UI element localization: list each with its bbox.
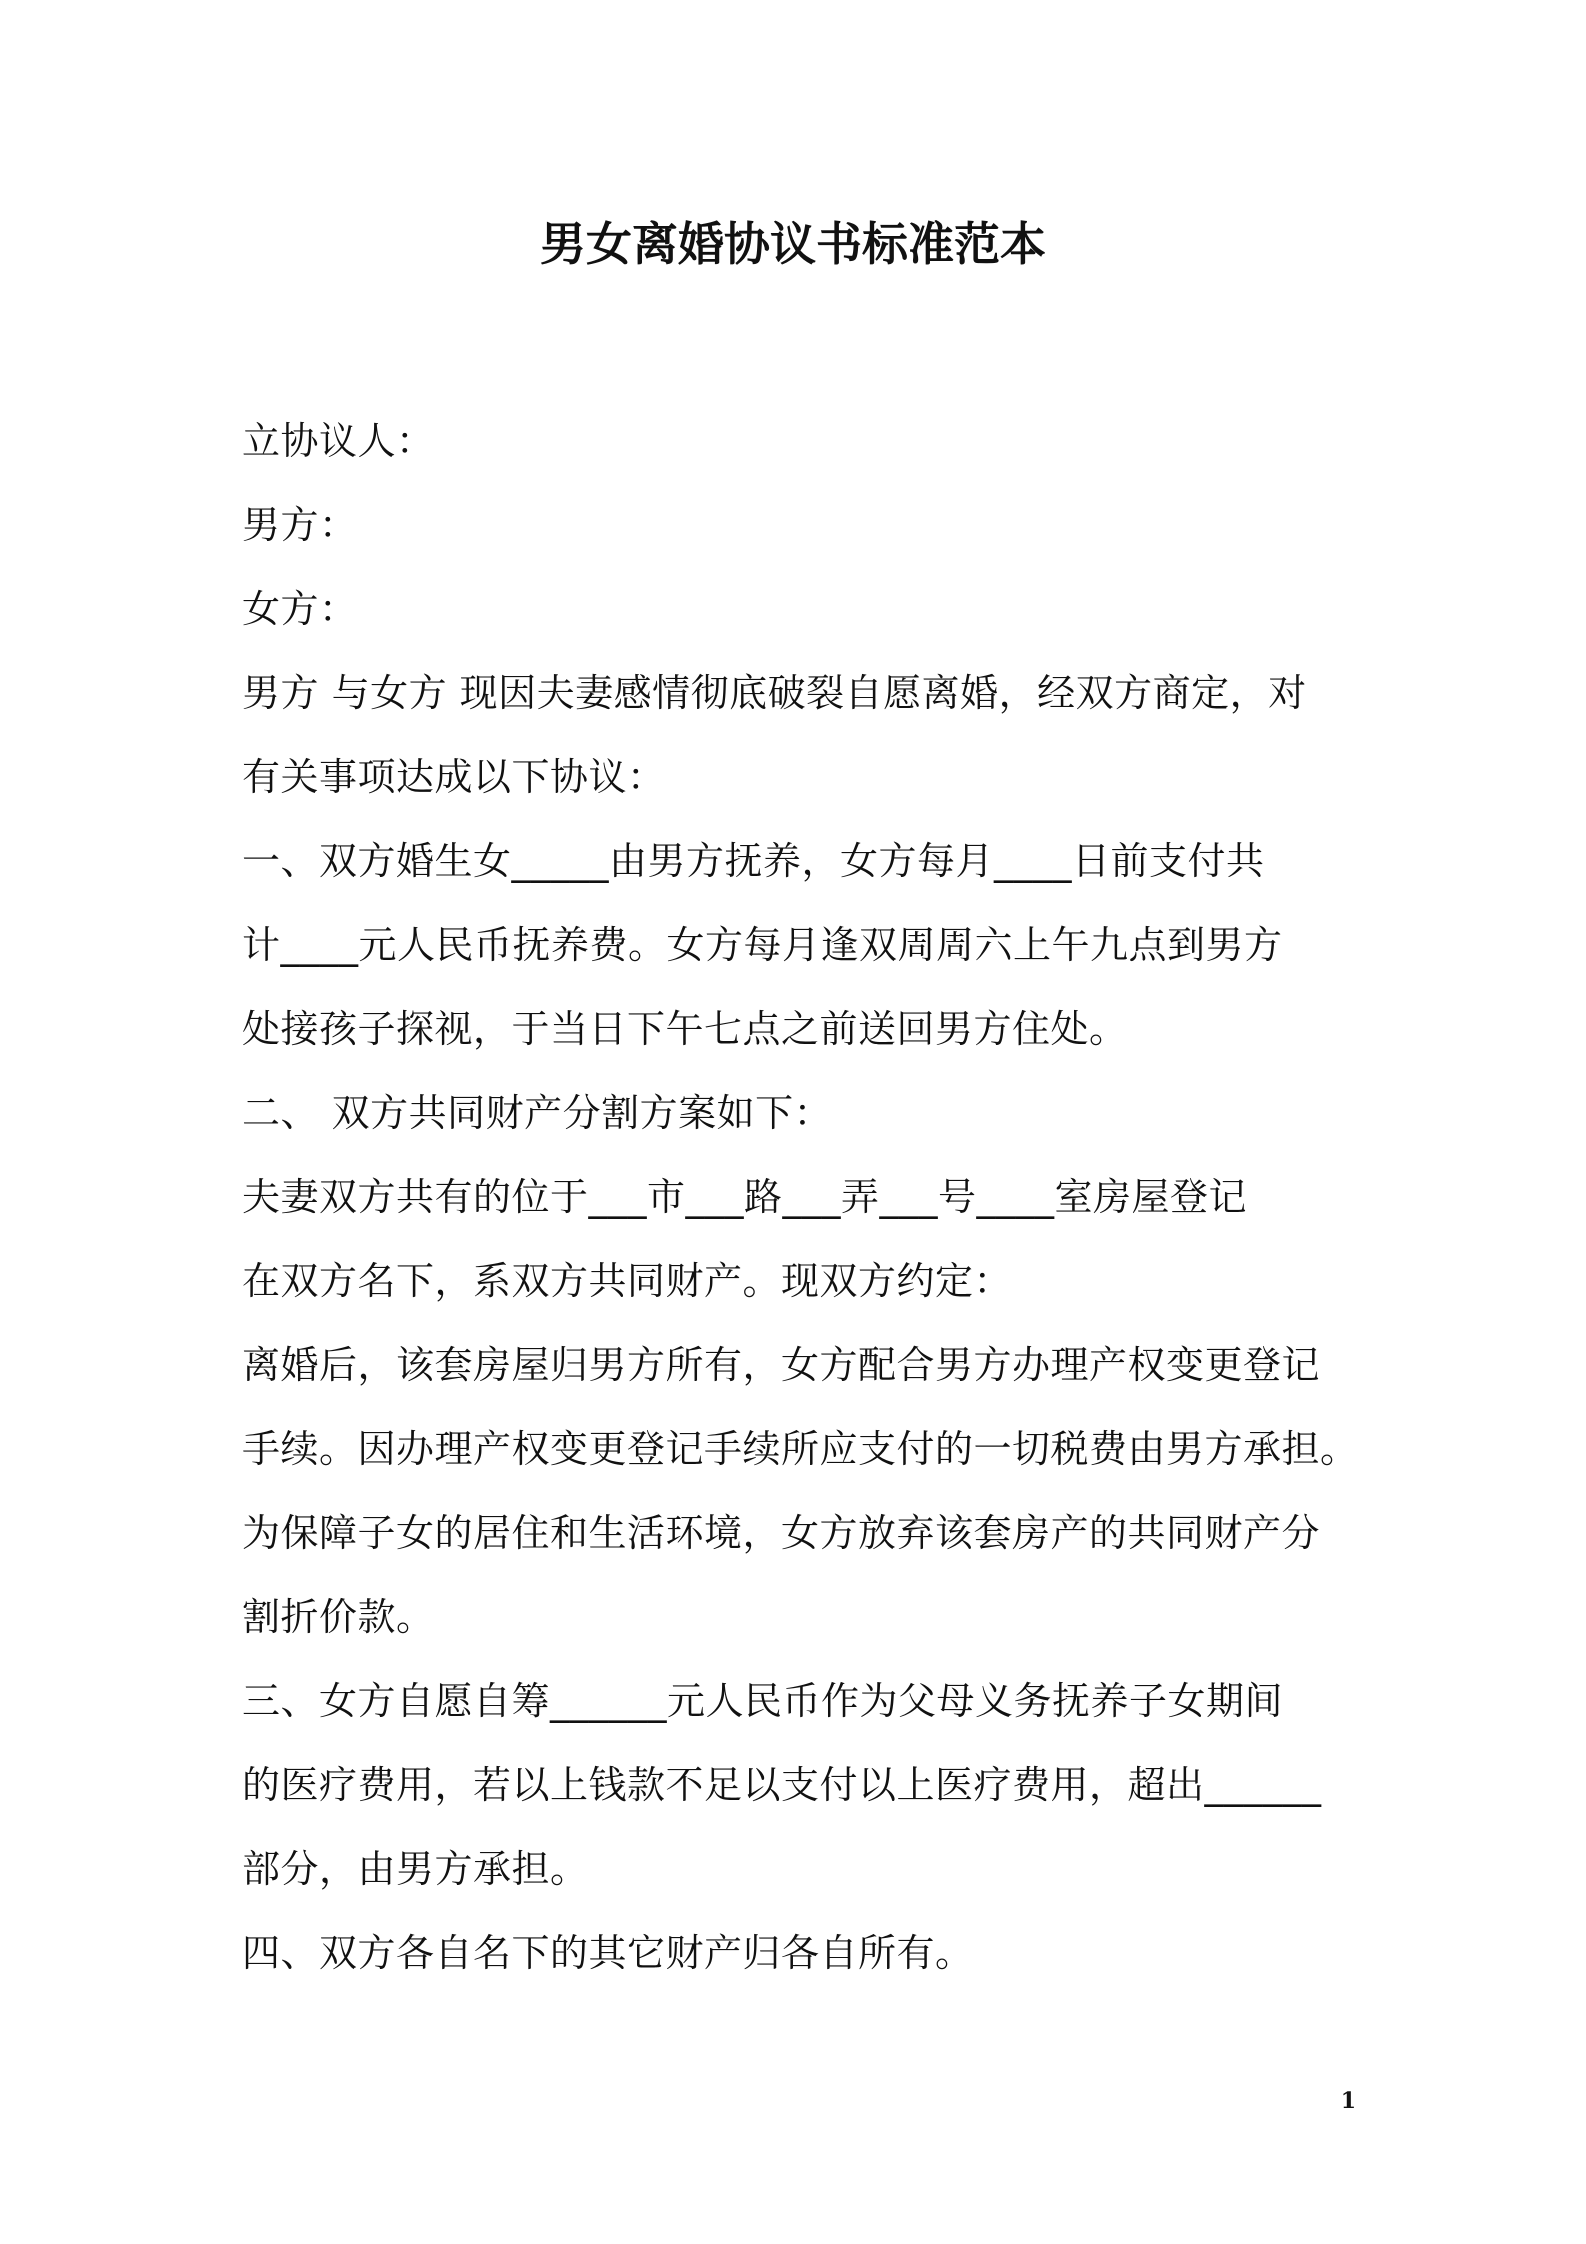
- document-body: [242, 399, 1382, 1995]
- clause-2-line-4: 手续。因办理产权变更登记手续所应支付的一切税费由男方承担。: [242, 1427, 1359, 1471]
- page-number: 1: [1340, 2088, 1356, 2114]
- clause-3-line-1: 三、女方自愿自筹______元人民币作为父母义务抚养子女期间: [242, 1679, 1284, 1723]
- clause-3-line-3: 部分，由男方承担。: [242, 1847, 589, 1891]
- clause-2-line-6: 割折价款。: [242, 1595, 435, 1639]
- preamble-line-1: 男方 与女方 现因夫妻感情彻底破裂自愿离婚，经双方商定，对: [242, 671, 1307, 715]
- preamble-line-2: 有关事项达成以下协议：: [242, 755, 666, 799]
- party-heading: 立协议人：: [242, 419, 435, 463]
- clause-2-heading: 二、 双方共同财产分割方案如下：: [242, 1091, 833, 1135]
- clause-3-line-2: 的医疗费用，若以上钱款不足以支付以上医疗费用，超出______: [242, 1763, 1322, 1807]
- clause-2-line-5: 为保障子女的居住和生活环境，女方放弃该套房产的共同财产分: [242, 1511, 1321, 1555]
- clause-4-line-1: 四、双方各自名下的其它财产归各自所有。: [242, 1931, 974, 1975]
- clause-2-line-1: 夫妻双方共有的位于___市___路___弄___号____室房屋登记: [242, 1175, 1248, 1219]
- party-male: 男方：: [242, 503, 358, 547]
- clause-2-line-2: 在双方名下，系双方共同财产。现双方约定：: [242, 1259, 1013, 1303]
- clause-1-line-3: 处接孩子探视，于当日下午七点之前送回男方住处。: [242, 1007, 1128, 1051]
- party-female: 女方：: [242, 587, 358, 631]
- clause-2-line-3: 离婚后，该套房屋归男方所有，女方配合男方办理产权变更登记: [242, 1343, 1321, 1387]
- clause-1-line-1: 一、双方婚生女_____由男方抚养，女方每月____日前支付共: [242, 839, 1265, 883]
- document-title: 男女离婚协议书标准范本: [540, 217, 1046, 271]
- clause-1-line-2: 计____元人民币抚养费。女方每月逢双周周六上午九点到男方: [242, 923, 1283, 967]
